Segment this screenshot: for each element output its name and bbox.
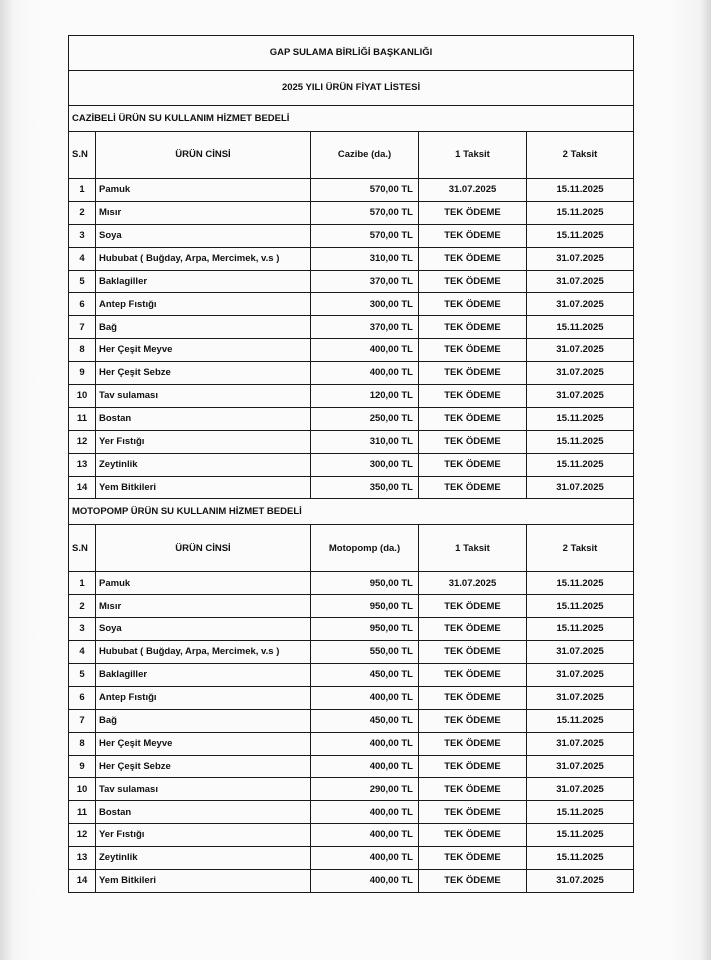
table-row	[69, 339, 634, 362]
cell-installment-2: 15.11.2025	[527, 572, 634, 595]
cell-sn: 1	[69, 572, 96, 595]
column-header-product-name: ÜRÜN CİNSİ	[96, 525, 311, 572]
cell-installment-2: 31.07.2025	[527, 476, 634, 499]
cell-price: 400,00 TL	[311, 339, 419, 362]
cell-installment-1: TEK ÖDEME	[419, 407, 527, 430]
cell-product-name: Her Çeşit Meyve	[96, 339, 311, 362]
table-row	[69, 407, 634, 430]
cell-installment-2: 31.07.2025	[527, 270, 634, 293]
table-row	[69, 201, 634, 224]
table-row	[69, 618, 634, 641]
cell-sn: 2	[69, 201, 96, 224]
column-header-sn: S.N	[69, 525, 96, 572]
table-row	[69, 595, 634, 618]
cell-installment-1: TEK ÖDEME	[419, 385, 527, 408]
cell-installment-1: TEK ÖDEME	[419, 224, 527, 247]
cell-sn: 5	[69, 270, 96, 293]
cell-installment-2: 31.07.2025	[527, 755, 634, 778]
cell-sn: 9	[69, 362, 96, 385]
cell-installment-1: TEK ÖDEME	[419, 870, 527, 893]
table-row	[69, 453, 634, 476]
cell-installment-1: TEK ÖDEME	[419, 362, 527, 385]
cell-sn: 9	[69, 755, 96, 778]
cell-product-name: Hububat ( Buğday, Arpa, Mercimek, v.s )	[96, 641, 311, 664]
cell-price: 370,00 TL	[311, 270, 419, 293]
cell-product-name: Yem Bitkileri	[96, 870, 311, 893]
table-row	[69, 293, 634, 316]
cell-product-name: Hububat ( Buğday, Arpa, Mercimek, v.s )	[96, 247, 311, 270]
cell-installment-1: TEK ÖDEME	[419, 618, 527, 641]
table-row	[69, 755, 634, 778]
cell-installment-1: TEK ÖDEME	[419, 270, 527, 293]
cell-price: 400,00 TL	[311, 362, 419, 385]
cell-installment-1: TEK ÖDEME	[419, 201, 527, 224]
table-row	[69, 316, 634, 339]
cell-price: 400,00 TL	[311, 686, 419, 709]
cell-product-name: Pamuk	[96, 572, 311, 595]
cell-sn: 7	[69, 316, 96, 339]
section-title: CAZİBELİ ÜRÜN SU KULLANIM HİZMET BEDELİ	[69, 106, 634, 132]
cell-price: 290,00 TL	[311, 778, 419, 801]
cell-sn: 8	[69, 339, 96, 362]
cell-installment-2: 15.11.2025	[527, 801, 634, 824]
cell-sn: 12	[69, 430, 96, 453]
cell-product-name: Antep Fıstığı	[96, 293, 311, 316]
cell-installment-1: TEK ÖDEME	[419, 732, 527, 755]
cell-product-name: Bostan	[96, 407, 311, 430]
cell-price: 550,00 TL	[311, 641, 419, 664]
table-row	[69, 778, 634, 801]
cell-product-name: Bağ	[96, 709, 311, 732]
table-row	[69, 476, 634, 499]
cell-product-name: Soya	[96, 618, 311, 641]
cell-sn: 1	[69, 179, 96, 202]
cell-price: 950,00 TL	[311, 618, 419, 641]
column-header-installment-1: 1 Taksit	[419, 132, 527, 179]
cell-price: 570,00 TL	[311, 224, 419, 247]
table-row	[69, 801, 634, 824]
cell-product-name: Her Çeşit Sebze	[96, 362, 311, 385]
cell-product-name: Her Çeşit Sebze	[96, 755, 311, 778]
table-row	[69, 572, 634, 595]
cell-sn: 2	[69, 595, 96, 618]
cell-installment-2: 31.07.2025	[527, 641, 634, 664]
table-row	[69, 664, 634, 687]
cell-price: 950,00 TL	[311, 595, 419, 618]
cell-price: 570,00 TL	[311, 179, 419, 202]
cell-sn: 6	[69, 686, 96, 709]
cell-product-name: Antep Fıstığı	[96, 686, 311, 709]
cell-product-name: Tav sulaması	[96, 385, 311, 408]
cell-sn: 11	[69, 407, 96, 430]
column-header-price: Cazibe (da.)	[311, 132, 419, 179]
cell-product-name: Pamuk	[96, 179, 311, 202]
cell-price: 450,00 TL	[311, 709, 419, 732]
cell-price: 300,00 TL	[311, 453, 419, 476]
cell-installment-2: 15.11.2025	[527, 824, 634, 847]
cell-product-name: Tav sulaması	[96, 778, 311, 801]
cell-price: 300,00 TL	[311, 293, 419, 316]
cell-sn: 7	[69, 709, 96, 732]
cell-sn: 8	[69, 732, 96, 755]
cell-installment-1: TEK ÖDEME	[419, 339, 527, 362]
cell-price: 310,00 TL	[311, 430, 419, 453]
table-row	[69, 732, 634, 755]
cell-installment-2: 31.07.2025	[527, 686, 634, 709]
cell-installment-2: 15.11.2025	[527, 709, 634, 732]
cell-installment-1: TEK ÖDEME	[419, 664, 527, 687]
cell-installment-1: TEK ÖDEME	[419, 847, 527, 870]
table-row	[69, 362, 634, 385]
cell-installment-2: 31.07.2025	[527, 870, 634, 893]
cell-price: 400,00 TL	[311, 755, 419, 778]
cell-installment-1: TEK ÖDEME	[419, 247, 527, 270]
table-row	[69, 641, 634, 664]
cell-installment-2: 31.07.2025	[527, 732, 634, 755]
cell-product-name: Bağ	[96, 316, 311, 339]
org-title-row	[69, 36, 634, 71]
cell-installment-2: 15.11.2025	[527, 316, 634, 339]
table-row	[69, 270, 634, 293]
cell-installment-1: 31.07.2025	[419, 572, 527, 595]
column-header-product-name: ÜRÜN CİNSİ	[96, 132, 311, 179]
cell-price: 400,00 TL	[311, 824, 419, 847]
section-title-row	[69, 499, 634, 525]
cell-price: 350,00 TL	[311, 476, 419, 499]
price-list-table	[68, 35, 634, 893]
cell-price: 950,00 TL	[311, 572, 419, 595]
cell-installment-2: 31.07.2025	[527, 778, 634, 801]
cell-installment-1: TEK ÖDEME	[419, 686, 527, 709]
cell-installment-2: 31.07.2025	[527, 247, 634, 270]
cell-installment-1: 31.07.2025	[419, 179, 527, 202]
list-title: 2025 YILI ÜRÜN FİYAT LİSTESİ	[69, 71, 634, 106]
cell-installment-2: 31.07.2025	[527, 664, 634, 687]
table-row	[69, 247, 634, 270]
table-row	[69, 179, 634, 202]
cell-installment-1: TEK ÖDEME	[419, 755, 527, 778]
cell-installment-1: TEK ÖDEME	[419, 293, 527, 316]
cell-product-name: Her Çeşit Meyve	[96, 732, 311, 755]
cell-product-name: Zeytinlik	[96, 453, 311, 476]
cell-installment-1: TEK ÖDEME	[419, 641, 527, 664]
cell-price: 310,00 TL	[311, 247, 419, 270]
cell-installment-2: 15.11.2025	[527, 430, 634, 453]
cell-installment-2: 15.11.2025	[527, 224, 634, 247]
cell-price: 120,00 TL	[311, 385, 419, 408]
cell-price: 400,00 TL	[311, 870, 419, 893]
cell-product-name: Soya	[96, 224, 311, 247]
cell-product-name: Yer Fıstığı	[96, 824, 311, 847]
cell-installment-2: 15.11.2025	[527, 453, 634, 476]
cell-price: 250,00 TL	[311, 407, 419, 430]
table-row	[69, 709, 634, 732]
cell-installment-1: TEK ÖDEME	[419, 709, 527, 732]
table-row	[69, 385, 634, 408]
cell-product-name: Baklagiller	[96, 270, 311, 293]
cell-sn: 12	[69, 824, 96, 847]
cell-product-name: Mısır	[96, 595, 311, 618]
table-row	[69, 870, 634, 893]
column-header-installment-1: 1 Taksit	[419, 525, 527, 572]
cell-price: 370,00 TL	[311, 316, 419, 339]
cell-sn: 10	[69, 385, 96, 408]
cell-product-name: Baklagiller	[96, 664, 311, 687]
cell-sn: 10	[69, 778, 96, 801]
cell-product-name: Zeytinlik	[96, 847, 311, 870]
cell-price: 400,00 TL	[311, 847, 419, 870]
cell-installment-1: TEK ÖDEME	[419, 430, 527, 453]
cell-installment-2: 15.11.2025	[527, 847, 634, 870]
cell-sn: 4	[69, 641, 96, 664]
cell-installment-2: 15.11.2025	[527, 179, 634, 202]
cell-installment-2: 31.07.2025	[527, 385, 634, 408]
column-header-row	[69, 525, 634, 572]
cell-sn: 4	[69, 247, 96, 270]
cell-installment-2: 15.11.2025	[527, 201, 634, 224]
cell-product-name: Mısır	[96, 201, 311, 224]
cell-price: 400,00 TL	[311, 732, 419, 755]
cell-sn: 14	[69, 870, 96, 893]
column-header-installment-2: 2 Taksit	[527, 132, 634, 179]
cell-sn: 6	[69, 293, 96, 316]
cell-installment-1: TEK ÖDEME	[419, 824, 527, 847]
cell-product-name: Yem Bitkileri	[96, 476, 311, 499]
cell-price: 400,00 TL	[311, 801, 419, 824]
column-header-price: Motopomp (da.)	[311, 525, 419, 572]
table-row	[69, 224, 634, 247]
cell-installment-2: 15.11.2025	[527, 595, 634, 618]
section-title-row	[69, 106, 634, 132]
cell-installment-2: 31.07.2025	[527, 293, 634, 316]
cell-sn: 11	[69, 801, 96, 824]
cell-product-name: Yer Fıstığı	[96, 430, 311, 453]
column-header-row	[69, 132, 634, 179]
column-header-sn: S.N	[69, 132, 96, 179]
cell-price: 450,00 TL	[311, 664, 419, 687]
table-row	[69, 430, 634, 453]
cell-sn: 13	[69, 847, 96, 870]
cell-sn: 3	[69, 224, 96, 247]
cell-sn: 14	[69, 476, 96, 499]
cell-installment-1: TEK ÖDEME	[419, 453, 527, 476]
cell-installment-1: TEK ÖDEME	[419, 801, 527, 824]
org-title: GAP SULAMA BİRLİĞİ BAŞKANLIĞI	[69, 36, 634, 71]
cell-installment-2: 31.07.2025	[527, 339, 634, 362]
table-row	[69, 686, 634, 709]
cell-price: 570,00 TL	[311, 201, 419, 224]
section-title: MOTOPOMP ÜRÜN SU KULLANIM HİZMET BEDELİ	[69, 499, 634, 525]
table-row	[69, 824, 634, 847]
list-title-row	[69, 71, 634, 106]
cell-product-name: Bostan	[96, 801, 311, 824]
cell-installment-2: 15.11.2025	[527, 618, 634, 641]
cell-sn: 13	[69, 453, 96, 476]
table-row	[69, 847, 634, 870]
cell-installment-2: 31.07.2025	[527, 362, 634, 385]
cell-installment-1: TEK ÖDEME	[419, 778, 527, 801]
cell-sn: 5	[69, 664, 96, 687]
cell-sn: 3	[69, 618, 96, 641]
cell-installment-2: 15.11.2025	[527, 407, 634, 430]
column-header-installment-2: 2 Taksit	[527, 525, 634, 572]
cell-installment-1: TEK ÖDEME	[419, 316, 527, 339]
cell-installment-1: TEK ÖDEME	[419, 476, 527, 499]
cell-installment-1: TEK ÖDEME	[419, 595, 527, 618]
